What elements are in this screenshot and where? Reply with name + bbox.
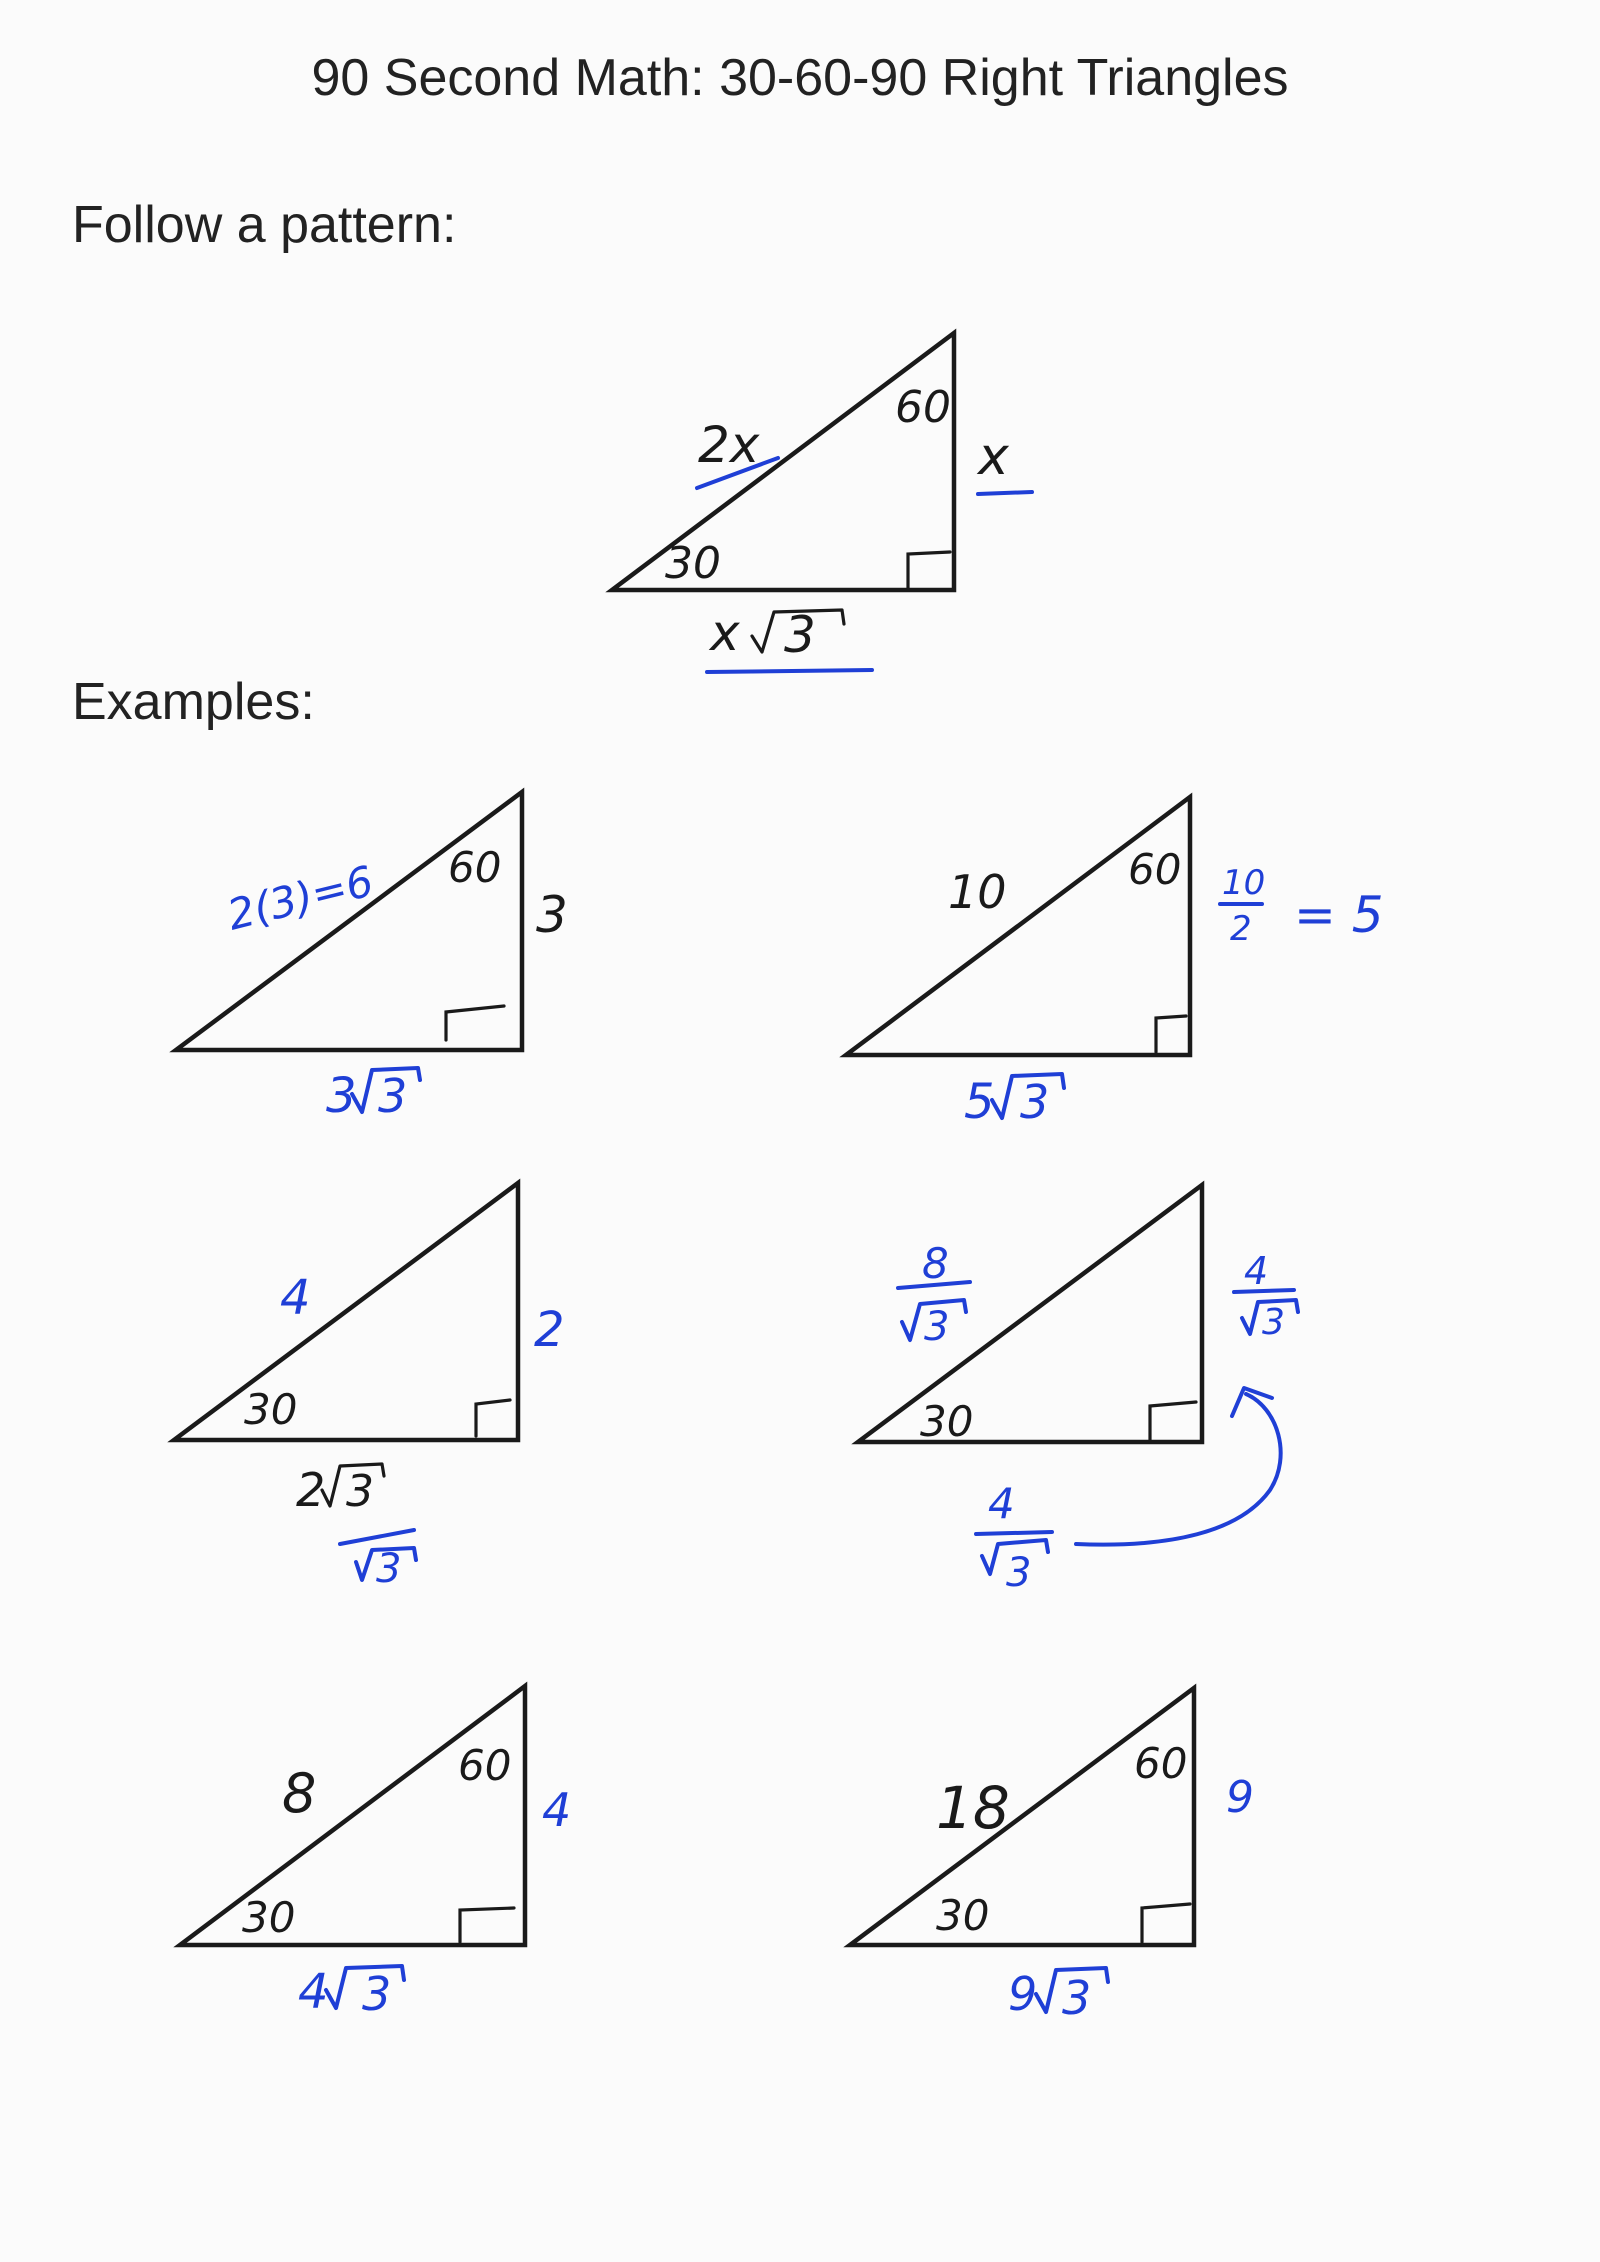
long-leg-radicand: 3 [1020, 1075, 1050, 1129]
long-leg-radicand: 3 [1062, 1971, 1092, 2025]
angle-60-label: 60 [895, 382, 951, 433]
angle-60-label: 60 [1128, 845, 1182, 894]
example-5-triangle [180, 1686, 571, 2021]
long-leg-coefficient: 9 [1008, 1967, 1038, 2021]
long-leg-coefficient: 4 [298, 1964, 329, 2020]
page-title: 90 Second Math: 30-60-90 Right Triangles [311, 49, 1289, 107]
curved-arrow-icon [1076, 1394, 1281, 1545]
angle-60-label: 60 [1134, 1739, 1188, 1788]
triangle-outline [858, 1185, 1202, 1442]
triangle-outline [180, 1686, 525, 1945]
long-leg-radicand: 3 [784, 606, 816, 664]
long-leg-coefficient: x [710, 604, 740, 662]
angle-30-label: 30 [242, 1893, 296, 1942]
short-leg-numerator: 4 [1244, 1249, 1269, 1293]
short-leg-label: x [978, 427, 1009, 487]
long-leg-denominator-radicand: 3 [376, 1546, 402, 1592]
right-angle-mark [1150, 1402, 1196, 1440]
pattern-heading: Follow a pattern: [72, 196, 457, 254]
triangle-outline [612, 333, 954, 590]
long-leg-radicand: 3 [362, 1967, 392, 2021]
long-leg-coefficient: 5 [964, 1074, 995, 1130]
example-4-triangle [858, 1185, 1298, 1596]
hypotenuse-denominator-radicand: 3 [924, 1304, 950, 1350]
angle-30-label: 30 [936, 1891, 990, 1940]
right-angle-mark [1142, 1904, 1190, 1942]
triangle-outline [846, 797, 1190, 1055]
example-1-triangle [176, 792, 568, 1124]
angle-30-label: 30 [920, 1397, 974, 1446]
triangle-outline [176, 792, 522, 1050]
short-leg-label: 9 [1226, 1772, 1254, 1823]
short-leg-label: 4 [542, 1783, 572, 1837]
hypotenuse-label: 2(3)=6 [222, 856, 379, 940]
long-leg-radicand: 3 [346, 1466, 374, 1517]
right-angle-mark [1156, 1016, 1186, 1052]
angle-30-label: 30 [244, 1385, 298, 1434]
example-3-triangle [174, 1183, 565, 1592]
right-angle-mark [908, 552, 950, 588]
fraction-bar [1234, 1290, 1294, 1292]
hypotenuse-label: 8 [282, 1762, 317, 1825]
long-leg-radicand: 3 [378, 1069, 408, 1123]
short-leg-label: 2 [534, 1302, 565, 1358]
hypotenuse-label: 18 [936, 1774, 1010, 1842]
hypotenuse-label: 10 [948, 865, 1007, 919]
short-leg-denominator-radicand: 3 [1262, 1302, 1285, 1343]
angle-60-label: 60 [458, 1741, 512, 1790]
short-leg-numerator: 10 [1222, 863, 1266, 903]
example-6-triangle [850, 1688, 1254, 2025]
long-leg-denominator-radicand: 3 [1006, 1550, 1032, 1596]
long-leg-coefficient: 3 [326, 1068, 357, 1124]
example-2-triangle [846, 797, 1384, 1130]
hypotenuse-label: 2x [698, 416, 760, 474]
angle-60-label: 60 [448, 843, 502, 892]
short-leg-denominator: 2 [1230, 909, 1252, 949]
long-leg-numerator: 4 [988, 1479, 1015, 1528]
long-leg-coefficient: 2 [296, 1463, 326, 1517]
short-leg-underline [978, 492, 1032, 494]
hypotenuse-numerator: 8 [922, 1239, 949, 1288]
fraction-bar [976, 1532, 1052, 1534]
pattern-triangle [612, 333, 1032, 672]
right-angle-mark [476, 1400, 510, 1436]
angle-30-label: 30 [665, 538, 721, 589]
long-leg-underline [707, 670, 872, 672]
hypotenuse-label: 4 [280, 1270, 311, 1326]
fraction-bar [340, 1530, 414, 1544]
short-leg-result: = 5 [1294, 886, 1384, 944]
short-leg-label: 3 [536, 886, 568, 944]
right-angle-mark [460, 1908, 514, 1942]
triangle-outline [174, 1183, 518, 1440]
examples-heading: Examples: [72, 673, 315, 731]
right-angle-mark [446, 1006, 504, 1040]
